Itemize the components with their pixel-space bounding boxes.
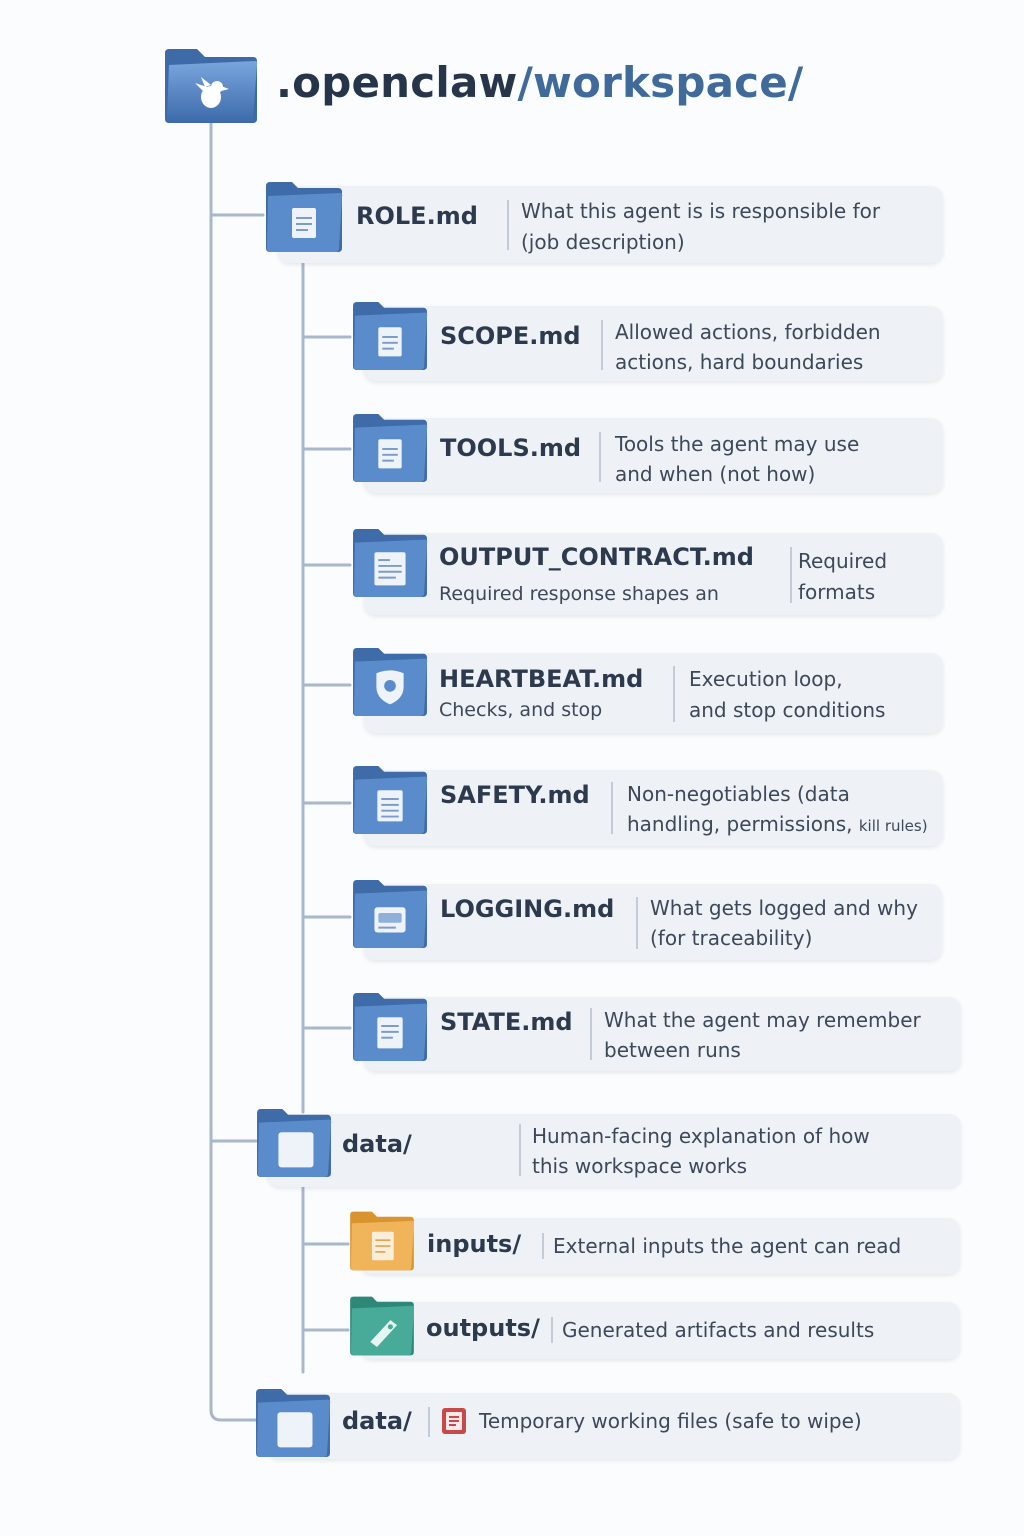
data-folder-name: data/ bbox=[342, 1130, 412, 1158]
state-desc-line2: between runs bbox=[604, 1038, 741, 1062]
role-desc-line1: What this agent is is responsible for bbox=[521, 199, 881, 223]
tools-file-name: TOOLS.md bbox=[440, 434, 582, 462]
role-file-name: ROLE.md bbox=[356, 202, 478, 230]
safety-desc-line2-small: kill rules) bbox=[858, 817, 928, 835]
temp-data-desc: Temporary working files (safe to wipe) bbox=[479, 1409, 862, 1433]
logging-folder-icon bbox=[350, 878, 430, 950]
state-file-name: STATE.md bbox=[440, 1008, 573, 1036]
divider bbox=[428, 1407, 430, 1437]
safety-desc-line1: Non-negotiables (data bbox=[627, 782, 850, 806]
divider bbox=[507, 200, 509, 250]
divider bbox=[611, 782, 613, 834]
title-prefix: .openclaw bbox=[276, 58, 518, 107]
logging-desc-line2: (for traceability) bbox=[650, 926, 813, 950]
state-folder-icon bbox=[350, 991, 430, 1063]
scope-folder-icon bbox=[350, 300, 430, 372]
output-contract-file-name: OUTPUT_CONTRACT.md bbox=[439, 543, 754, 571]
inputs-folder-name: inputs/ bbox=[427, 1230, 522, 1258]
safety-desc-line2-main: handling, permissions, bbox=[627, 812, 853, 836]
divider bbox=[599, 432, 601, 482]
tools-desc-line1: Tools the agent may use bbox=[615, 432, 860, 456]
inputs-desc: External inputs the agent can read bbox=[553, 1234, 902, 1258]
tools-folder-icon bbox=[350, 412, 430, 484]
logging-desc-line1: What gets logged and why bbox=[650, 896, 918, 920]
safety-file-name: SAFETY.md bbox=[440, 781, 590, 809]
role-desc-line2: (job description) bbox=[521, 230, 685, 254]
outputs-folder-icon bbox=[348, 1295, 416, 1357]
output-contract-desc-line2: formats bbox=[798, 580, 876, 604]
logging-file-name: LOGGING.md bbox=[440, 895, 615, 923]
title-suffix: /workspace/ bbox=[517, 58, 804, 107]
heartbeat-desc-line2: and stop conditions bbox=[689, 698, 886, 722]
safety-folder-icon bbox=[350, 764, 430, 836]
red-note-icon bbox=[440, 1406, 468, 1436]
divider bbox=[673, 666, 675, 722]
state-desc-line1: What the agent may remember bbox=[604, 1008, 921, 1032]
divider bbox=[542, 1233, 544, 1259]
tools-desc-line2: and when (not how) bbox=[615, 462, 816, 486]
safety-desc-line2 bbox=[627, 809, 928, 841]
scope-desc-line1: Allowed actions, forbidden bbox=[615, 320, 881, 344]
outputs-folder-name: outputs/ bbox=[426, 1314, 540, 1342]
divider bbox=[519, 1124, 521, 1176]
inputs-folder-icon bbox=[348, 1210, 416, 1272]
temp-data-folder-icon bbox=[254, 1387, 332, 1459]
output-contract-subtitle: Required response shapes an bbox=[439, 583, 719, 605]
scope-file-name: SCOPE.md bbox=[440, 322, 581, 350]
role-folder-icon bbox=[264, 180, 344, 254]
temp-data-folder-name: data/ bbox=[342, 1407, 412, 1435]
heartbeat-file-name: HEARTBEAT.md bbox=[439, 665, 644, 693]
divider bbox=[590, 1008, 592, 1060]
heartbeat-subtitle: Checks, and stop bbox=[439, 699, 603, 721]
data-folder-icon bbox=[255, 1107, 333, 1179]
data-desc-line1: Human-facing explanation of how bbox=[532, 1124, 870, 1148]
heartbeat-folder-icon bbox=[350, 646, 430, 718]
output-contract-folder-icon bbox=[350, 527, 430, 599]
workspace-title bbox=[276, 58, 803, 107]
outputs-desc: Generated artifacts and results bbox=[562, 1318, 875, 1342]
divider bbox=[790, 547, 792, 603]
divider bbox=[601, 320, 603, 370]
data-desc-line2: this workspace works bbox=[532, 1154, 748, 1178]
divider bbox=[551, 1317, 553, 1343]
scope-desc-line2: actions, hard boundaries bbox=[615, 350, 864, 374]
divider bbox=[636, 897, 638, 949]
output-contract-desc-line1: Required bbox=[798, 549, 888, 573]
heartbeat-desc-line1: Execution loop, bbox=[689, 667, 843, 691]
root-folder-icon bbox=[163, 47, 259, 125]
